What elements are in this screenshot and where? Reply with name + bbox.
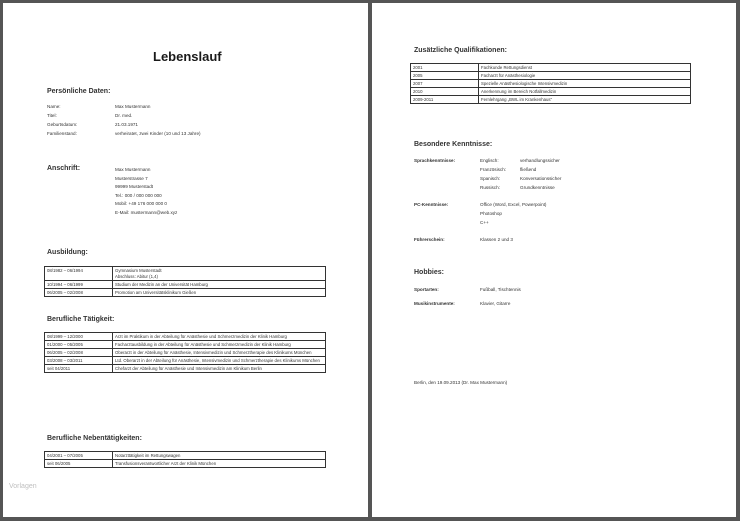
table-row (45, 267, 326, 281)
table-text-cell: Fachkunde Rettungsdienst (479, 64, 691, 72)
table-date-cell: 2001 (411, 64, 479, 72)
pc-skill-item: Office (Word, Excel, Powerpoint) (480, 202, 547, 207)
language-name: Englisch: (480, 158, 499, 163)
personal-data-label: Familienstand: (47, 131, 77, 136)
table-date-cell: 2007 (411, 80, 479, 88)
table-row (411, 96, 691, 104)
music-value: Klavier, Gitarre (480, 301, 511, 306)
address-line: Tel.: 000 / 000 000 000 (115, 192, 162, 198)
personal-data-heading: Persönliche Daten: (47, 88, 111, 95)
hobbies-heading: Hobbies: (414, 269, 444, 276)
address-line: Mobil: +49 176 000 000 0 (115, 201, 167, 206)
table-date-cell: 2005 (411, 72, 479, 80)
personal-data-value: Dr. med. (115, 113, 133, 118)
table-date-cell: seit 06/2005 (45, 460, 113, 468)
table-date-cell: 2009-2011 (411, 96, 479, 104)
table-row (45, 341, 326, 349)
table-row (45, 349, 326, 357)
table-row (45, 452, 326, 460)
side-jobs-table (44, 451, 326, 468)
address-line: 99999 Musterstadt (115, 184, 154, 189)
career-heading: Berufliche Tätigkeit: (47, 316, 115, 323)
cv-page-2 (372, 3, 736, 517)
language-name: Spanisch: (480, 176, 501, 181)
table-text-cell: Gymnasium Musterstadt Abschluss: Abitur (1,4) (113, 267, 326, 281)
pc-skills-label: PC-Kenntnisse: (414, 202, 449, 207)
table-date-cell: 10/1994 – 06/1999 (45, 281, 113, 289)
table-date-cell: 01/2000 – 05/2005 (45, 341, 113, 349)
table-text-cell: Anerkennung im Bereich Notfallmedizin (479, 88, 691, 96)
table-text-cell: Chefarzt der Abteilung für Anästhesie und Intensivmedizin am Klinikum Berlin (113, 365, 326, 373)
education-heading: Ausbildung: (47, 249, 88, 256)
personal-data-value: Max Mustermann (115, 104, 151, 109)
table-text-cell: Facharzt für Anästhesiologie (479, 72, 691, 80)
language-level: Konversationssicher (520, 176, 562, 181)
personal-data-label: Titel: (47, 113, 57, 118)
language-name: Französisch: (480, 167, 507, 172)
table-text-cell: Facharztausbildung in der Abteilung für Anästhesie und Schmerzmedizin der Klinik Hamburg (113, 341, 326, 349)
signature-line: Berlin, den 19.09.2013 (Dr. Max Mustermann) (414, 380, 508, 385)
table-text-cell: Promotion am Universitätsklinikum Gießen (113, 289, 326, 297)
language-level: Grundkenntnisse (520, 185, 555, 190)
pc-skill-item: C++ (480, 220, 489, 225)
pc-skill-item: Photoshop (480, 211, 502, 216)
table-text-cell: Transfusionsverantwortlicher Arzt der Klinik München (113, 460, 326, 468)
table-date-cell: 08/1982 – 06/1994 (45, 267, 113, 281)
qualifications-heading: Zusätzliche Qualifikationen: (414, 47, 507, 54)
table-date-cell: 04/2001 – 07/2005 (45, 452, 113, 460)
table-text-cell: Spezielle Anästhesiologische Intensivmedizin (479, 80, 691, 88)
table-row (411, 64, 691, 72)
table-date-cell: seit 04/2011 (45, 365, 113, 373)
table-text-cell: Ltd. Oberarzt in der Abteilung für Anästhesie, Intensivmedizin und Schmerztherapie des Klinikums München (113, 357, 326, 365)
table-row (45, 357, 326, 365)
license-value: Klassen 2 und 3 (480, 237, 513, 242)
language-level: fließend (520, 167, 537, 172)
table-row (45, 333, 326, 341)
address-line: E-Mail: mustermann@web.xyz (115, 209, 178, 215)
table-text-cell: Fernlehrgang „BWL im Krankenhaus“ (479, 96, 691, 104)
table-row (411, 80, 691, 88)
table-date-cell: 06/2005 – 02/2008 (45, 289, 113, 297)
personal-data-value: 21.03.1971 (115, 122, 138, 127)
languages-label: Sprachkenntnisse: (414, 158, 456, 163)
cv-page-1 (3, 3, 368, 517)
language-name: Russisch: (480, 185, 500, 190)
career-table (44, 332, 326, 373)
sport-value: Fußball, Tischtennis (480, 287, 521, 292)
address-line: Musterstrasse 7 (115, 175, 148, 181)
address-heading: Anschrift: (47, 165, 81, 172)
table-date-cell: 2010 (411, 88, 479, 96)
table-text-cell: Oberarzt in der Abteilung für Anästhesie, Intensivmedizin und Schmerztherapie des Klinikums München (113, 349, 326, 357)
side-jobs-heading: Berufliche Nebentätigkeiten: (47, 435, 142, 442)
table-row (45, 281, 326, 289)
table-row (45, 460, 326, 468)
education-table (44, 266, 326, 297)
sport-label: Sportarten: (414, 287, 439, 292)
license-label: Führerschein: (414, 237, 445, 242)
language-level: verhandlungssicher (520, 158, 560, 163)
table-date-cell: 08/1999 – 12/2000 (45, 333, 113, 341)
table-text-cell: Notarzttätigkeit im Rettungswagen (113, 452, 326, 460)
table-row (45, 289, 326, 297)
personal-data-label: Geburtsdatum: (47, 122, 78, 127)
table-date-cell: 06/2005 – 02/2008 (45, 349, 113, 357)
personal-data-value: verheiratet, zwei Kinder (10 und 13 Jahre) (115, 131, 201, 136)
table-row (411, 88, 691, 96)
skills-heading: Besondere Kenntnisse: (414, 141, 493, 148)
address-line: Max Mustermann (115, 167, 151, 172)
watermark-text: Vorlagen (9, 483, 37, 490)
table-row (411, 72, 691, 80)
table-text-cell: Studium der Medizin an der Universität Hamburg (113, 281, 326, 289)
personal-data-label: Name: (47, 104, 61, 109)
table-row (45, 365, 326, 373)
music-label: Musikinstrumente: (414, 301, 455, 306)
table-text-cell: Arzt im Praktikum in der Abteilung für Anästhesie und Schmerzmedizin der Klinik Hamburg (113, 333, 326, 341)
table-date-cell: 03/2008 – 03/2011 (45, 357, 113, 365)
qualifications-table (410, 63, 691, 104)
page-title: Lebenslauf (153, 49, 222, 64)
